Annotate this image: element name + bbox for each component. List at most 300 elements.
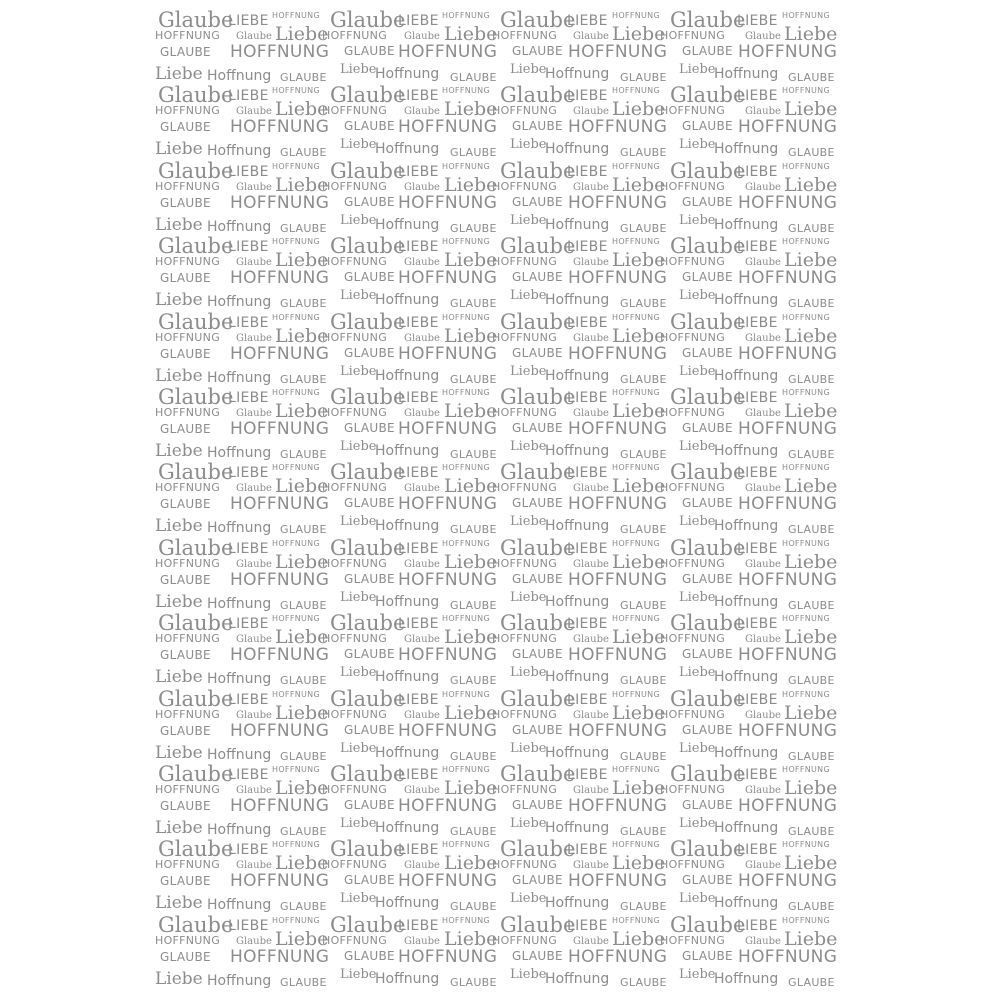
word-liebe: Liebe <box>784 852 838 875</box>
word-hoffnung-upper: HOFFNUNG <box>782 463 830 473</box>
word-glaube: Glaube <box>745 181 781 193</box>
word-hoffnung-upper: HOFFNUNG <box>492 933 558 947</box>
word-glaube-upper: GLAUBE <box>620 598 667 612</box>
word-liebe-upper: LIEBE <box>398 239 439 256</box>
word-glaube-upper: GLAUBE <box>450 674 497 688</box>
word-glaube: Glaube <box>404 709 440 721</box>
word-glaube: Glaube <box>236 709 272 721</box>
word-hoffnung-upper: HOFFNUNG <box>612 840 660 850</box>
word-liebe-upper: LIEBE <box>228 691 269 708</box>
word-glaube-upper: GLAUBE <box>788 297 835 311</box>
word-glaube: Glaube <box>745 408 781 419</box>
word-hoffnung-upper: HOFFNUNG <box>442 161 490 171</box>
word-hoffnung: Hoffnung <box>714 443 779 459</box>
word-glaube-upper: GLAUBE <box>620 523 667 537</box>
word-glaube: Glaube <box>745 332 781 344</box>
word-hoffnung: Hoffnung <box>375 518 440 535</box>
word-glaube-upper: GLAUBE <box>788 448 835 461</box>
word-hoffnung-upper: HOFFNUNG <box>660 933 726 947</box>
word-liebe-upper: LIEBE <box>737 13 778 29</box>
word-liebe: Liebe <box>444 23 498 45</box>
word-glaube-upper: GLAUBE <box>788 975 835 989</box>
word-hoffnung-upper: HOFFNUNG <box>782 614 830 624</box>
word-hoffnung: Hoffnung <box>545 970 610 987</box>
word-glaube-upper: GLAUBE <box>344 194 395 209</box>
word-hoffnung: Hoffnung <box>714 820 779 836</box>
word-hoffnung-upper: HOFFNUNG <box>782 161 830 171</box>
word-glaube-upper: GLAUBE <box>682 44 733 58</box>
word-glaube-upper: GLAUBE <box>682 873 733 888</box>
word-glaube: Glaube <box>236 860 272 872</box>
word-glaube: Glaube <box>158 8 234 32</box>
word-hoffnung-upper: HOFFNUNG <box>612 11 660 20</box>
word-liebe-upper: LIEBE <box>398 917 439 934</box>
word-liebe: Liebe <box>679 891 716 907</box>
word-liebe-upper: LIEBE <box>228 13 269 29</box>
word-hoffnung-upper: HOFFNUNG <box>155 481 221 495</box>
word-glaube-upper: GLAUBE <box>620 674 667 688</box>
word-glaube-upper: GLAUBE <box>512 496 563 511</box>
word-glaube: Glaube <box>573 181 609 193</box>
word-liebe-upper: LIEBE <box>228 540 269 557</box>
word-glaube: Glaube <box>330 762 406 786</box>
word-hoffnung: Hoffnung <box>714 141 779 158</box>
word-hoffnung-upper: HOFFNUNG <box>660 179 726 193</box>
word-hoffnung: Hoffnung <box>375 895 440 912</box>
word-glaube: Glaube <box>158 686 234 711</box>
word-glaube: Glaube <box>500 762 576 786</box>
word-glaube: Glaube <box>500 535 576 560</box>
word-glaube: Glaube <box>670 158 746 183</box>
word-hoffnung-upper: HOFFNUNG <box>612 388 660 397</box>
word-glaube-upper: GLAUBE <box>450 71 497 84</box>
word-hoffnung-upper: HOFFNUNG <box>492 29 558 42</box>
word-hoffnung-upper: HOFFNUNG <box>398 419 498 439</box>
word-glaube: Glaube <box>236 31 272 42</box>
word-glaube-upper: GLAUBE <box>344 948 395 963</box>
word-hoffnung-upper: HOFFNUNG <box>398 796 498 816</box>
word-liebe-upper: LIEBE <box>398 465 439 482</box>
word-hoffnung-upper: HOFFNUNG <box>155 29 221 42</box>
word-hoffnung-upper: HOFFNUNG <box>398 494 498 515</box>
word-liebe: Liebe <box>612 852 666 875</box>
word-hoffnung-upper: HOFFNUNG <box>398 42 498 62</box>
word-hoffnung-upper: HOFFNUNG <box>782 765 830 774</box>
word-hoffnung-upper: HOFFNUNG <box>272 689 320 699</box>
word-hoffnung: Hoffnung <box>375 820 440 836</box>
word-glaube-upper: GLAUBE <box>280 749 327 763</box>
word-hoffnung: Hoffnung <box>207 143 272 160</box>
word-liebe: Liebe <box>612 475 666 498</box>
word-glaube: Glaube <box>404 181 440 193</box>
word-glaube-upper: GLAUBE <box>512 798 563 812</box>
word-glaube: Glaube <box>158 611 234 636</box>
word-glaube-upper: GLAUBE <box>280 975 327 989</box>
word-liebe: Liebe <box>275 98 329 121</box>
word-glaube-upper: GLAUBE <box>512 44 563 58</box>
word-hoffnung: Hoffnung <box>545 216 610 233</box>
word-hoffnung: Hoffnung <box>375 970 440 987</box>
word-glaube-upper: GLAUBE <box>788 221 835 235</box>
word-hoffnung: Hoffnung <box>375 443 440 459</box>
word-hoffnung-upper: HOFFNUNG <box>272 915 320 925</box>
word-hoffnung-upper: HOFFNUNG <box>492 858 558 872</box>
word-glaube: Glaube <box>745 785 781 796</box>
word-glaube: Glaube <box>404 257 440 269</box>
word-glaube-upper: GLAUBE <box>280 146 327 160</box>
word-hoffnung-upper: HOFFNUNG <box>660 783 726 796</box>
word-glaube: Glaube <box>500 8 576 32</box>
word-hoffnung-upper: HOFFNUNG <box>322 104 388 118</box>
word-glaube-upper: GLAUBE <box>280 900 327 914</box>
word-liebe: Liebe <box>510 288 547 304</box>
word-glaube: Glaube <box>236 935 272 947</box>
word-liebe: Liebe <box>510 816 547 831</box>
word-glaube: Glaube <box>670 385 746 409</box>
word-hoffnung-upper: HOFFNUNG <box>568 494 668 515</box>
word-hoffnung-upper: HOFFNUNG <box>272 388 320 397</box>
word-hoffnung-upper: HOFFNUNG <box>230 494 330 515</box>
word-hoffnung-upper: HOFFNUNG <box>568 343 668 364</box>
word-liebe-upper: LIEBE <box>228 390 269 406</box>
word-hoffnung-upper: HOFFNUNG <box>272 86 320 96</box>
word-liebe-upper: LIEBE <box>567 842 608 859</box>
word-hoffnung-upper: HOFFNUNG <box>492 481 558 495</box>
word-hoffnung-upper: HOFFNUNG <box>738 192 838 213</box>
word-glaube-upper: GLAUBE <box>280 448 327 461</box>
word-liebe: Liebe <box>340 816 377 831</box>
word-glaube: Glaube <box>236 106 272 118</box>
word-hoffnung-upper: HOFFNUNG <box>612 86 660 96</box>
word-glaube-upper: GLAUBE <box>160 572 211 587</box>
word-glaube: Glaube <box>330 309 406 334</box>
word-liebe: Liebe <box>444 173 498 196</box>
word-liebe: Liebe <box>155 365 203 386</box>
word-glaube-upper: GLAUBE <box>788 900 835 914</box>
word-liebe: Liebe <box>155 214 203 235</box>
word-liebe: Liebe <box>155 441 203 461</box>
word-hoffnung: Hoffnung <box>545 744 610 761</box>
word-glaube-upper: GLAUBE <box>682 571 733 586</box>
word-hoffnung-upper: HOFFNUNG <box>568 946 668 967</box>
word-glaube-upper: GLAUBE <box>512 722 563 737</box>
word-glaube: Glaube <box>236 634 272 646</box>
word-hoffnung-upper: HOFFNUNG <box>660 481 726 495</box>
word-liebe: Liebe <box>155 591 203 612</box>
word-liebe: Liebe <box>510 740 547 756</box>
word-hoffnung-upper: HOFFNUNG <box>155 179 221 193</box>
word-hoffnung-upper: HOFFNUNG <box>272 538 320 548</box>
word-glaube: Glaube <box>158 460 234 485</box>
word-liebe: Liebe <box>784 400 838 422</box>
word-glaube: Glaube <box>573 106 609 118</box>
word-liebe: Liebe <box>155 516 203 537</box>
word-glaube-upper: GLAUBE <box>160 346 211 361</box>
word-glaube: Glaube <box>158 837 234 862</box>
word-glaube-upper: GLAUBE <box>620 71 667 84</box>
word-hoffnung: Hoffnung <box>545 518 610 535</box>
word-glaube-upper: GLAUBE <box>344 44 395 58</box>
word-liebe-upper: LIEBE <box>737 842 778 859</box>
word-hoffnung-upper: HOFFNUNG <box>442 915 490 925</box>
word-liebe: Liebe <box>275 400 329 422</box>
word-hoffnung: Hoffnung <box>207 68 272 84</box>
word-liebe: Liebe <box>679 439 716 454</box>
word-hoffnung-upper: HOFFNUNG <box>322 179 388 193</box>
word-liebe-upper: LIEBE <box>228 239 269 256</box>
word-liebe: Liebe <box>612 927 666 950</box>
word-liebe: Liebe <box>155 139 203 160</box>
word-liebe: Liebe <box>612 777 666 799</box>
word-liebe: Liebe <box>510 891 547 907</box>
word-liebe: Liebe <box>510 589 547 605</box>
word-glaube-upper: GLAUBE <box>682 647 733 662</box>
word-hoffnung: Hoffnung <box>545 820 610 836</box>
word-glaube: Glaube <box>158 83 234 108</box>
word-glaube-upper: GLAUBE <box>620 825 667 838</box>
word-hoffnung-upper: HOFFNUNG <box>230 268 330 289</box>
word-liebe-upper: LIEBE <box>567 314 608 331</box>
word-glaube: Glaube <box>158 234 234 259</box>
word-glaube: Glaube <box>500 912 576 937</box>
word-glaube-upper: GLAUBE <box>620 900 667 914</box>
word-liebe: Liebe <box>155 64 203 84</box>
word-liebe: Liebe <box>275 701 329 724</box>
word-hoffnung-upper: HOFFNUNG <box>398 871 498 892</box>
word-hoffnung: Hoffnung <box>714 593 779 610</box>
word-liebe: Liebe <box>340 439 377 454</box>
word-liebe: Liebe <box>444 400 498 422</box>
word-liebe: Liebe <box>340 966 377 982</box>
word-glaube-upper: GLAUBE <box>682 119 733 134</box>
word-hoffnung-upper: HOFFNUNG <box>442 765 490 774</box>
word-liebe-upper: LIEBE <box>398 616 439 633</box>
word-liebe-upper: LIEBE <box>737 465 778 482</box>
word-hoffnung-upper: HOFFNUNG <box>660 104 726 118</box>
word-hoffnung-upper: HOFFNUNG <box>782 11 830 20</box>
word-liebe: Liebe <box>510 514 547 530</box>
word-glaube-upper: GLAUBE <box>450 372 497 386</box>
word-hoffnung-upper: HOFFNUNG <box>398 946 498 967</box>
word-liebe-upper: LIEBE <box>567 239 608 256</box>
word-hoffnung-upper: HOFFNUNG <box>155 556 221 570</box>
word-hoffnung: Hoffnung <box>714 292 779 309</box>
word-hoffnung-upper: HOFFNUNG <box>322 632 388 646</box>
word-glaube-upper: GLAUBE <box>450 825 497 838</box>
word-glaube-upper: GLAUBE <box>450 598 497 612</box>
word-glaube: Glaube <box>500 83 576 108</box>
word-glaube-upper: GLAUBE <box>160 45 211 59</box>
word-hoffnung-upper: HOFFNUNG <box>442 689 490 699</box>
word-hoffnung-upper: HOFFNUNG <box>660 632 726 646</box>
word-liebe: Liebe <box>340 363 377 379</box>
word-hoffnung-upper: HOFFNUNG <box>492 707 558 721</box>
word-glaube: Glaube <box>330 837 406 862</box>
word-hoffnung: Hoffnung <box>207 822 272 838</box>
word-liebe: Liebe <box>444 777 498 799</box>
word-hoffnung-upper: HOFFNUNG <box>492 179 558 193</box>
word-glaube-upper: GLAUBE <box>788 71 835 84</box>
word-liebe: Liebe <box>275 23 329 45</box>
word-glaube-upper: GLAUBE <box>620 297 667 311</box>
word-liebe-upper: LIEBE <box>398 88 439 105</box>
word-liebe-upper: LIEBE <box>737 540 778 557</box>
word-glaube: Glaube <box>158 158 234 183</box>
word-hoffnung-upper: HOFFNUNG <box>660 255 726 269</box>
word-liebe: Liebe <box>612 98 666 121</box>
word-hoffnung-upper: HOFFNUNG <box>568 117 668 138</box>
word-hoffnung-upper: HOFFNUNG <box>568 268 668 289</box>
word-glaube-upper: GLAUBE <box>344 571 395 586</box>
word-glaube: Glaube <box>670 460 746 485</box>
word-hoffnung: Hoffnung <box>375 292 440 309</box>
word-hoffnung-upper: HOFFNUNG <box>738 720 838 741</box>
word-hoffnung-upper: HOFFNUNG <box>442 614 490 624</box>
word-liebe: Liebe <box>679 816 716 831</box>
word-hoffnung-upper: HOFFNUNG <box>660 330 726 344</box>
word-glaube: Glaube <box>670 535 746 560</box>
word-glaube-upper: GLAUBE <box>620 975 667 989</box>
word-glaube-upper: GLAUBE <box>788 749 835 763</box>
word-hoffnung-upper: HOFFNUNG <box>322 556 388 570</box>
word-hoffnung: Hoffnung <box>714 669 779 686</box>
word-glaube: Glaube <box>236 558 272 570</box>
word-hoffnung: Hoffnung <box>207 897 272 914</box>
word-hoffnung-upper: HOFFNUNG <box>230 419 330 439</box>
word-glaube: Glaube <box>404 332 440 344</box>
word-glaube: Glaube <box>670 912 746 937</box>
word-hoffnung: Hoffnung <box>545 141 610 158</box>
word-hoffnung-upper: HOFFNUNG <box>568 569 668 590</box>
word-glaube-upper: GLAUBE <box>788 372 835 386</box>
word-glaube: Glaube <box>236 408 272 419</box>
word-liebe: Liebe <box>679 966 716 982</box>
word-liebe: Liebe <box>784 927 838 950</box>
word-glaube: Glaube <box>404 106 440 118</box>
word-liebe-upper: LIEBE <box>398 314 439 331</box>
word-glaube: Glaube <box>500 158 576 183</box>
word-glaube: Glaube <box>670 762 746 786</box>
word-hoffnung-upper: HOFFNUNG <box>230 343 330 364</box>
word-liebe: Liebe <box>155 968 203 989</box>
word-hoffnung-upper: HOFFNUNG <box>568 645 668 666</box>
word-hoffnung-upper: HOFFNUNG <box>272 840 320 850</box>
word-hoffnung-upper: HOFFNUNG <box>738 796 838 816</box>
word-hoffnung-upper: HOFFNUNG <box>155 104 221 118</box>
word-hoffnung-upper: HOFFNUNG <box>660 556 726 570</box>
word-hoffnung: Hoffnung <box>207 369 272 386</box>
word-liebe: Liebe <box>155 290 203 311</box>
word-glaube-upper: GLAUBE <box>512 571 563 586</box>
word-glaube-upper: GLAUBE <box>512 270 563 285</box>
word-liebe: Liebe <box>275 249 329 272</box>
word-hoffnung-upper: HOFFNUNG <box>738 343 838 364</box>
word-hoffnung-upper: HOFFNUNG <box>492 255 558 269</box>
word-hoffnung-upper: HOFFNUNG <box>230 720 330 741</box>
word-hoffnung: Hoffnung <box>375 669 440 686</box>
word-hoffnung-upper: HOFFNUNG <box>322 783 388 796</box>
word-hoffnung: Hoffnung <box>375 141 440 158</box>
word-glaube: Glaube <box>745 257 781 269</box>
word-glaube: Glaube <box>573 257 609 269</box>
word-liebe: Liebe <box>340 212 377 228</box>
word-liebe: Liebe <box>612 400 666 422</box>
word-hoffnung-upper: HOFFNUNG <box>155 255 221 269</box>
word-hoffnung: Hoffnung <box>375 66 440 82</box>
word-liebe: Liebe <box>784 777 838 799</box>
word-hoffnung-upper: HOFFNUNG <box>322 481 388 495</box>
word-hoffnung: Hoffnung <box>714 970 779 987</box>
word-hoffnung: Hoffnung <box>545 895 610 912</box>
word-hoffnung: Hoffnung <box>714 744 779 761</box>
word-liebe: Liebe <box>444 626 498 649</box>
word-liebe: Liebe <box>784 550 838 573</box>
word-hoffnung: Hoffnung <box>714 216 779 233</box>
word-hoffnung-upper: HOFFNUNG <box>568 720 668 741</box>
word-hoffnung-upper: HOFFNUNG <box>612 915 660 925</box>
word-hoffnung-upper: HOFFNUNG <box>660 707 726 721</box>
word-glaube: Glaube <box>573 634 609 646</box>
word-liebe: Liebe <box>340 137 377 153</box>
word-glaube-upper: GLAUBE <box>160 422 211 436</box>
word-glaube-upper: GLAUBE <box>280 221 327 235</box>
word-hoffnung-upper: HOFFNUNG <box>612 538 660 548</box>
word-liebe-upper: LIEBE <box>228 917 269 934</box>
word-liebe: Liebe <box>155 818 203 838</box>
word-glaube-upper: GLAUBE <box>344 647 395 662</box>
word-glaube-upper: GLAUBE <box>344 722 395 737</box>
word-liebe-upper: LIEBE <box>567 88 608 105</box>
word-glaube-upper: GLAUBE <box>344 496 395 511</box>
word-hoffnung: Hoffnung <box>375 744 440 761</box>
word-glaube: Glaube <box>404 634 440 646</box>
word-liebe: Liebe <box>612 23 666 45</box>
word-hoffnung-upper: HOFFNUNG <box>442 11 490 20</box>
word-liebe-upper: LIEBE <box>567 917 608 934</box>
word-glaube-upper: GLAUBE <box>280 674 327 688</box>
word-liebe-upper: LIEBE <box>737 390 778 406</box>
word-hoffnung-upper: HOFFNUNG <box>738 569 838 590</box>
word-hoffnung-upper: HOFFNUNG <box>398 569 498 590</box>
word-hoffnung: Hoffnung <box>207 294 272 311</box>
word-liebe: Liebe <box>612 626 666 649</box>
word-hoffnung-upper: HOFFNUNG <box>322 858 388 872</box>
word-liebe: Liebe <box>340 62 377 77</box>
word-glaube-upper: GLAUBE <box>450 221 497 235</box>
word-liebe-upper: LIEBE <box>398 13 439 29</box>
word-glaube-upper: GLAUBE <box>160 120 211 135</box>
word-hoffnung-upper: HOFFNUNG <box>492 104 558 118</box>
word-glaube: Glaube <box>500 686 576 711</box>
word-glaube: Glaube <box>158 309 234 334</box>
word-hoffnung-upper: HOFFNUNG <box>322 255 388 269</box>
word-liebe-upper: LIEBE <box>567 691 608 708</box>
word-liebe: Liebe <box>679 665 716 681</box>
word-hoffnung-upper: HOFFNUNG <box>660 858 726 872</box>
word-liebe-upper: LIEBE <box>567 616 608 633</box>
word-glaube: Glaube <box>670 234 746 259</box>
word-glaube-upper: GLAUBE <box>512 119 563 134</box>
word-liebe: Liebe <box>275 550 329 573</box>
word-hoffnung-upper: HOFFNUNG <box>738 117 838 138</box>
word-glaube: Glaube <box>330 535 406 560</box>
word-hoffnung-upper: HOFFNUNG <box>442 237 490 247</box>
word-hoffnung-upper: HOFFNUNG <box>230 946 330 967</box>
word-liebe-upper: LIEBE <box>737 88 778 105</box>
word-hoffnung-upper: HOFFNUNG <box>660 29 726 42</box>
word-hoffnung-upper: HOFFNUNG <box>568 419 668 439</box>
word-hoffnung: Hoffnung <box>207 746 272 763</box>
